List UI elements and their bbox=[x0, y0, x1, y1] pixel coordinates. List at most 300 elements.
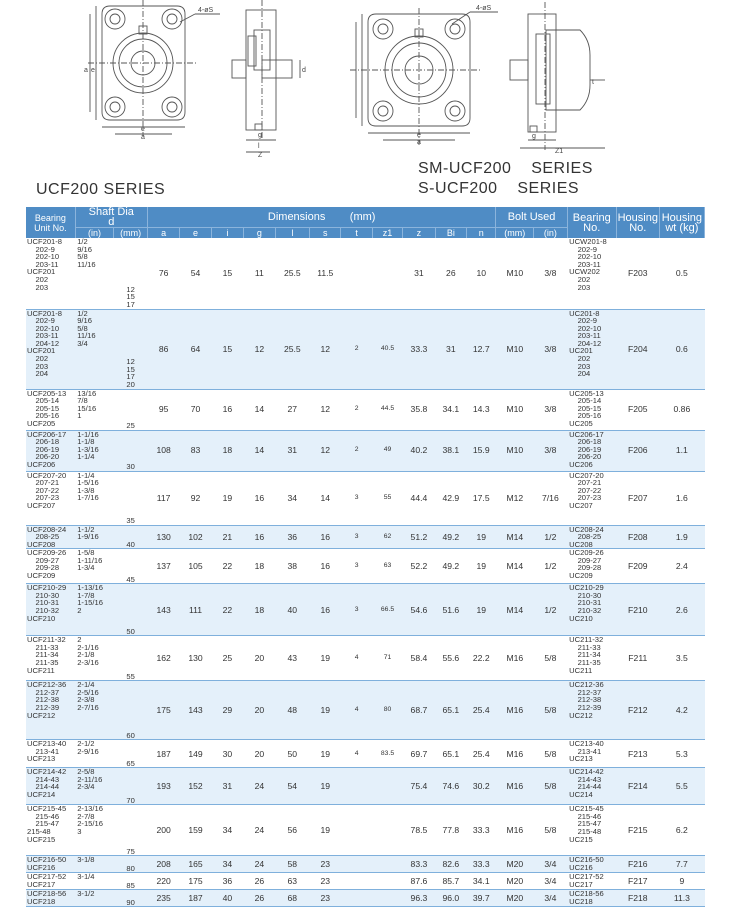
cell-shaft-mm-line: 85 bbox=[126, 880, 135, 890]
cell-a: 187 bbox=[147, 740, 179, 768]
cell-z: 54.6 bbox=[403, 584, 435, 636]
cell-shaft-in-line: 2-9/16 bbox=[77, 746, 99, 756]
table-row bbox=[26, 471, 705, 525]
cell-bearing-no bbox=[567, 856, 616, 873]
cell-unit-no-line: UCF216 bbox=[27, 862, 56, 872]
cell-unit-no-line: 214-44 bbox=[27, 782, 60, 792]
cell-unit-no-line: 213-41 bbox=[27, 746, 60, 756]
cell-z: 40.2 bbox=[403, 430, 435, 471]
cell-housing-wt: 0.6 bbox=[659, 309, 704, 389]
cell-housing-no: F203 bbox=[616, 238, 659, 309]
cell-a: 235 bbox=[147, 890, 179, 907]
cell-e: 159 bbox=[180, 805, 211, 856]
cell-shaft-in-line: 2-7/8 bbox=[77, 811, 95, 821]
cell-housing-wt: 3.5 bbox=[659, 636, 704, 681]
th-bolt-in: (in) bbox=[534, 228, 568, 239]
cell-bolt-mm: M16 bbox=[496, 740, 534, 768]
table-row bbox=[26, 873, 705, 890]
cell-unit-no-line: 207-22 bbox=[27, 485, 60, 495]
cell-shaft-mm bbox=[114, 238, 147, 309]
cell-housing-no: F209 bbox=[616, 549, 659, 584]
cell-shaft-mm bbox=[114, 873, 147, 890]
cell-unit-no bbox=[26, 471, 75, 525]
cell-l: 58 bbox=[275, 856, 310, 873]
label-bolt-holes-right: 4-øS bbox=[476, 5, 492, 12]
cell-shaft-in bbox=[75, 238, 114, 309]
cell-n: 19 bbox=[467, 584, 496, 636]
cell-bolt-mm: M16 bbox=[496, 805, 534, 856]
cell-bearing-no-line: UC206-17 bbox=[569, 429, 604, 439]
cell-shaft-in-line: 3/4 bbox=[77, 338, 88, 348]
cell-s: 14 bbox=[310, 471, 341, 525]
cell-s: 23 bbox=[310, 890, 341, 907]
cell-bearing-no-line: 212-37 bbox=[569, 687, 602, 697]
cell-a: 117 bbox=[147, 471, 179, 525]
cell-shaft-in bbox=[75, 890, 114, 907]
cell-n: 17.5 bbox=[467, 471, 496, 525]
cell-housing-wt: 0.86 bbox=[659, 389, 704, 430]
cell-e: 83 bbox=[180, 430, 211, 471]
cell-unit-no-line: UCF212 bbox=[27, 710, 56, 720]
cell-shaft-in-line: 1-1/16 bbox=[77, 429, 99, 439]
label-d-left: d bbox=[302, 67, 306, 74]
cell-housing-no: F211 bbox=[616, 636, 659, 681]
cell-z: 75.4 bbox=[403, 768, 435, 805]
label-l-left: l bbox=[258, 143, 260, 150]
cell-bearing-no-line: 211-34 bbox=[569, 650, 601, 660]
cell-e: 70 bbox=[180, 389, 211, 430]
cell-n: 30.2 bbox=[467, 768, 496, 805]
cell-bolt-in: 3/8 bbox=[534, 238, 568, 309]
cell-z1 bbox=[372, 873, 402, 890]
cell-unit-no-line: UCF207-20 bbox=[27, 470, 67, 480]
cell-bi: 51.6 bbox=[435, 584, 466, 636]
cell-bearing-no-line: UC218 bbox=[569, 896, 593, 906]
cell-unit-no-line: UCF206-17 bbox=[27, 429, 67, 439]
cell-bearing-no bbox=[567, 309, 616, 389]
cell-e: 165 bbox=[180, 856, 211, 873]
cell-shaft-in-line: 1-3/4 bbox=[77, 563, 95, 573]
cell-bolt-mm: M10 bbox=[496, 238, 534, 309]
cell-t: 3 bbox=[341, 584, 372, 636]
cell-shaft-in-line: 7/8 bbox=[77, 396, 88, 406]
cell-t: 4 bbox=[341, 681, 372, 740]
cell-bearing-no-line: 213-41 bbox=[569, 746, 602, 756]
cell-bearing-no-line: UC206 bbox=[569, 459, 593, 469]
cell-shaft-in bbox=[75, 856, 114, 873]
cell-shaft-in bbox=[75, 768, 114, 805]
cell-unit-no-line: UCF218 bbox=[27, 896, 56, 906]
cell-g: 20 bbox=[244, 740, 275, 768]
cell-bearing-no-line: UC210-29 bbox=[569, 583, 604, 593]
cell-z: 78.5 bbox=[403, 805, 435, 856]
th-dim-t: t bbox=[341, 228, 372, 239]
cell-n: 22.2 bbox=[467, 636, 496, 681]
cell-g: 16 bbox=[244, 471, 275, 525]
th-shaft-dia-label: Shaft Dia bbox=[88, 206, 134, 218]
cell-housing-no: F218 bbox=[616, 890, 659, 907]
cell-t: 4 bbox=[341, 740, 372, 768]
cell-bearing-no-line: 212-39 bbox=[569, 703, 602, 713]
cell-unit-no-line: 209-27 bbox=[27, 555, 60, 565]
cell-bolt-in: 5/8 bbox=[534, 636, 568, 681]
cell-z1: 66.5 bbox=[372, 584, 402, 636]
cell-e: 92 bbox=[180, 471, 211, 525]
cell-shaft-in-line: 11/16 bbox=[77, 331, 96, 341]
cell-bolt-in: 1/2 bbox=[534, 525, 568, 549]
cell-a: 200 bbox=[147, 805, 179, 856]
cell-bearing-no-line: UC213 bbox=[569, 754, 593, 764]
cell-shaft-mm-line: 80 bbox=[126, 863, 135, 873]
cell-t bbox=[341, 805, 372, 856]
cell-housing-no: F210 bbox=[616, 584, 659, 636]
cell-bearing-no-line: 209-28 bbox=[569, 563, 602, 573]
cell-shaft-in-line: 2-1/8 bbox=[77, 650, 95, 660]
cell-bearing-no-line: 215-47 bbox=[569, 819, 602, 829]
cell-housing-no: F206 bbox=[616, 430, 659, 471]
cell-housing-wt: 2.6 bbox=[659, 584, 704, 636]
cell-bolt-mm: M10 bbox=[496, 430, 534, 471]
th-in: (in) bbox=[75, 228, 114, 239]
cell-bearing-no bbox=[567, 389, 616, 430]
cell-unit-no-line: UCF211 bbox=[27, 665, 55, 675]
cell-bearing-no-line: UC217 bbox=[569, 879, 593, 889]
cell-unit-no-line: 211-34 bbox=[27, 650, 59, 660]
cell-shaft-mm-line: 55 bbox=[126, 671, 135, 681]
th-housing-wt: Housing wt (kg) bbox=[659, 207, 704, 238]
cell-shaft-in-line: 2-13/16 bbox=[77, 804, 103, 814]
cell-unit-no-line: UCF201 bbox=[27, 346, 56, 356]
table-row bbox=[26, 584, 705, 636]
cell-unit-no-line: 212-39 bbox=[27, 703, 60, 713]
cell-housing-wt: 6.2 bbox=[659, 805, 704, 856]
cell-shaft-in-line: 3-1/4 bbox=[77, 872, 95, 882]
cell-a: 76 bbox=[147, 238, 179, 309]
technical-drawings bbox=[0, 0, 737, 200]
cell-unit-no-line: 202-10 bbox=[27, 323, 60, 333]
cell-shaft-in bbox=[75, 584, 114, 636]
cell-shaft-mm-line: 60 bbox=[126, 730, 135, 740]
cell-n: 10 bbox=[467, 238, 496, 309]
cell-housing-wt: 5.5 bbox=[659, 768, 704, 805]
cell-z: 68.7 bbox=[403, 681, 435, 740]
cell-g: 14 bbox=[244, 389, 275, 430]
table-row bbox=[26, 389, 705, 430]
cell-shaft-in-line: 1/2 bbox=[77, 308, 88, 318]
cell-t bbox=[341, 768, 372, 805]
cell-bearing-no-line: 211-33 bbox=[569, 642, 601, 652]
th-dim-g: g bbox=[244, 228, 275, 239]
cell-unit-no bbox=[26, 238, 75, 309]
cell-a: 220 bbox=[147, 873, 179, 890]
cell-bearing-no-line: 203-11 bbox=[569, 331, 601, 341]
cell-l: 56 bbox=[275, 805, 310, 856]
cell-g: 20 bbox=[244, 636, 275, 681]
cell-shaft-mm-line: 65 bbox=[126, 758, 135, 768]
table-row bbox=[26, 856, 705, 873]
table-row bbox=[26, 681, 705, 740]
cell-bearing-no-line: 203-11 bbox=[569, 259, 601, 269]
cell-bearing-no-line: UC209-26 bbox=[569, 548, 604, 558]
table-row bbox=[26, 890, 705, 907]
cell-z1: 44.5 bbox=[372, 389, 402, 430]
cell-t: 2 bbox=[341, 309, 372, 389]
cell-e: 64 bbox=[180, 309, 211, 389]
cell-l: 63 bbox=[275, 873, 310, 890]
cell-bolt-in: 7/16 bbox=[534, 471, 568, 525]
cell-i: 15 bbox=[211, 309, 243, 389]
cell-shaft-in-line: 5/8 bbox=[77, 252, 88, 262]
cell-l: 36 bbox=[275, 525, 310, 549]
cell-unit-no-line: UCF205 bbox=[27, 418, 56, 428]
cell-unit-no-line: 202 bbox=[27, 274, 49, 284]
cell-unit-no bbox=[26, 890, 75, 907]
cell-z1 bbox=[372, 805, 402, 856]
th-dim-n: n bbox=[467, 228, 496, 239]
cell-bi: 77.8 bbox=[435, 805, 466, 856]
cell-shaft-mm-line: 30 bbox=[126, 461, 135, 471]
cell-bolt-mm: M14 bbox=[496, 584, 534, 636]
cell-bi: 82.6 bbox=[435, 856, 466, 873]
cell-shaft-mm bbox=[114, 768, 147, 805]
cell-z1: 83.5 bbox=[372, 740, 402, 768]
cell-l: 68 bbox=[275, 890, 310, 907]
cell-unit-no-line: UCF201 bbox=[27, 267, 56, 277]
cell-g: 26 bbox=[244, 890, 275, 907]
cell-a: 162 bbox=[147, 636, 179, 681]
cell-bearing-no bbox=[567, 636, 616, 681]
cell-l: 27 bbox=[275, 389, 310, 430]
cell-g: 18 bbox=[244, 584, 275, 636]
cell-shaft-in bbox=[75, 805, 114, 856]
cell-i: 15 bbox=[211, 238, 243, 309]
cell-bearing-no-line: 214-44 bbox=[569, 782, 602, 792]
cell-shaft-in-line: 1-7/8 bbox=[77, 590, 95, 600]
cell-n: 34.1 bbox=[467, 873, 496, 890]
cell-bearing-no bbox=[567, 740, 616, 768]
cell-z1 bbox=[372, 238, 402, 309]
cell-bearing-no-line: 206-18 bbox=[569, 437, 602, 447]
cell-bolt-in: 3/4 bbox=[534, 873, 568, 890]
cell-bearing-no-line: UC207 bbox=[569, 500, 593, 510]
cell-g: 26 bbox=[244, 873, 275, 890]
cell-z: 69.7 bbox=[403, 740, 435, 768]
cell-housing-no: F214 bbox=[616, 768, 659, 805]
label-a-left-v: a bbox=[84, 67, 88, 74]
table-row bbox=[26, 636, 705, 681]
cell-z: 44.4 bbox=[403, 471, 435, 525]
cell-n: 12.7 bbox=[467, 309, 496, 389]
cell-unit-no bbox=[26, 681, 75, 740]
cell-bearing-no bbox=[567, 890, 616, 907]
cell-unit-no-line: 214-43 bbox=[27, 774, 60, 784]
cell-bearing-no bbox=[567, 549, 616, 584]
th-dim-bi: Bi bbox=[435, 228, 466, 239]
cell-shaft-in-line: 1-9/16 bbox=[77, 532, 99, 542]
cell-bearing-no-line: UC213-40 bbox=[569, 739, 604, 749]
cell-bolt-in: 5/8 bbox=[534, 740, 568, 768]
cell-shaft-mm-line: 12 bbox=[126, 357, 135, 367]
cell-a: 175 bbox=[147, 681, 179, 740]
cell-unit-no-line: UCF216-50 bbox=[27, 855, 67, 865]
cell-shaft-mm bbox=[114, 584, 147, 636]
cell-i: 18 bbox=[211, 430, 243, 471]
cell-n: 14.3 bbox=[467, 389, 496, 430]
cell-g: 14 bbox=[244, 430, 275, 471]
cell-shaft-mm-line: 17 bbox=[126, 299, 135, 309]
cell-bearing-no-line: 203 bbox=[569, 361, 591, 371]
cell-unit-no-line: UCF217-52 bbox=[27, 872, 67, 882]
cell-z: 58.4 bbox=[403, 636, 435, 681]
cell-unit-no-line: UCF213 bbox=[27, 754, 56, 764]
th-housing-no: Housing No. bbox=[616, 207, 659, 238]
cell-s: 16 bbox=[310, 584, 341, 636]
cell-unit-no-line: 202-9 bbox=[27, 316, 55, 326]
cell-bearing-no-line: 209-27 bbox=[569, 555, 602, 565]
cell-z1: 63 bbox=[372, 549, 402, 584]
cell-unit-no-line: UCF210-29 bbox=[27, 583, 67, 593]
cell-z: 35.8 bbox=[403, 389, 435, 430]
table-row bbox=[26, 309, 705, 389]
cell-bearing-no-line: 207-23 bbox=[569, 493, 602, 503]
cell-a: 95 bbox=[147, 389, 179, 430]
cell-s: 19 bbox=[310, 805, 341, 856]
cell-shaft-in-line: 1-7/16 bbox=[77, 493, 99, 503]
cell-e: 143 bbox=[180, 681, 211, 740]
cell-s: 11.5 bbox=[310, 238, 341, 309]
cell-shaft-in-line: 2-3/16 bbox=[77, 658, 99, 668]
label-z1-right: Z1 bbox=[555, 148, 564, 155]
cell-bearing-no-line: UC212 bbox=[569, 710, 593, 720]
cell-unit-no bbox=[26, 389, 75, 430]
label-t-right: t bbox=[592, 79, 594, 86]
cell-bearing-no-line: UC210 bbox=[569, 613, 593, 623]
cell-unit-no-line: 212-37 bbox=[27, 687, 60, 697]
cell-unit-no-line: 206-19 bbox=[27, 444, 60, 454]
cell-housing-wt: 11.3 bbox=[659, 890, 704, 907]
cell-housing-no: F207 bbox=[616, 471, 659, 525]
cell-shaft-mm-line: 17 bbox=[126, 372, 135, 382]
cell-shaft-in-line: 2 bbox=[77, 635, 82, 645]
cell-i: 21 bbox=[211, 525, 243, 549]
cell-s: 16 bbox=[310, 525, 341, 549]
label-e-right: e bbox=[417, 132, 421, 139]
cell-shaft-in-line: 1-13/16 bbox=[77, 583, 103, 593]
cell-s: 12 bbox=[310, 309, 341, 389]
cell-bearing-no-line: 215-46 bbox=[569, 811, 602, 821]
th-dim-l: l bbox=[275, 228, 310, 239]
label-e-left: e bbox=[141, 126, 145, 133]
cell-unit-no-line: UCF209 bbox=[27, 571, 56, 581]
cell-shaft-in bbox=[75, 636, 114, 681]
cell-bi: 26 bbox=[435, 238, 466, 309]
cell-unit-no-line: UCF209-26 bbox=[27, 548, 67, 558]
cell-unit-no-line: UCF207 bbox=[27, 500, 56, 510]
cell-bearing-no-line: 215-48 bbox=[569, 827, 602, 837]
cell-unit-no bbox=[26, 636, 75, 681]
cell-housing-wt: 2.4 bbox=[659, 549, 704, 584]
cell-shaft-in-line: 2 bbox=[77, 606, 82, 616]
th-bolt-used: Bolt Used bbox=[496, 207, 567, 228]
cell-housing-no: F215 bbox=[616, 805, 659, 856]
cell-shaft-mm bbox=[114, 636, 147, 681]
cell-housing-wt: 4.2 bbox=[659, 681, 704, 740]
cell-unit-no-line: UCF211-32 bbox=[27, 635, 66, 645]
cell-shaft-in-line: 2-3/4 bbox=[77, 782, 95, 792]
cell-i: 22 bbox=[211, 549, 243, 584]
cell-e: 149 bbox=[180, 740, 211, 768]
label-a-left: a bbox=[141, 134, 145, 141]
cell-bi: 85.7 bbox=[435, 873, 466, 890]
cell-bearing-no-line: 210-32 bbox=[569, 606, 602, 616]
front-view-sm-ucf200 bbox=[350, 8, 498, 145]
cell-bi: 38.1 bbox=[435, 430, 466, 471]
th-dim-z1: z1 bbox=[372, 228, 402, 239]
cell-bolt-in: 5/8 bbox=[534, 681, 568, 740]
label-z-left: Z bbox=[258, 152, 263, 159]
cell-unit-no-line: 203-11 bbox=[27, 331, 59, 341]
cell-s: 12 bbox=[310, 430, 341, 471]
cell-unit-no-line: 211-33 bbox=[27, 642, 59, 652]
cell-shaft-in-line: 3 bbox=[77, 827, 82, 837]
cell-unit-no-line: 207-23 bbox=[27, 493, 60, 503]
cell-i: 34 bbox=[211, 856, 243, 873]
cell-shaft-mm bbox=[114, 525, 147, 549]
cell-bolt-in: 5/8 bbox=[534, 805, 568, 856]
dimensions-table bbox=[26, 207, 705, 907]
cell-n: 19 bbox=[467, 525, 496, 549]
cell-t: 2 bbox=[341, 430, 372, 471]
cell-bearing-no-line: 202-10 bbox=[569, 252, 602, 262]
cell-unit-no-line: 210-30 bbox=[27, 590, 60, 600]
cell-unit-no-line: UCF214 bbox=[27, 790, 56, 800]
cell-shaft-mm-line: 45 bbox=[126, 574, 135, 584]
cell-bearing-no-line: UC201-8 bbox=[569, 308, 600, 318]
cell-shaft-in-line: 9/16 bbox=[77, 244, 92, 254]
cell-t: 3 bbox=[341, 471, 372, 525]
cell-bearing-no-line: UC217-52 bbox=[569, 872, 604, 882]
label-a-right: a bbox=[417, 139, 421, 146]
cell-shaft-mm-line: 25 bbox=[126, 420, 135, 430]
cell-bearing-no-line: 202-9 bbox=[569, 316, 598, 326]
cell-shaft-in-line: 1-1/4 bbox=[77, 452, 95, 462]
cell-shaft-in-line: 2-3/8 bbox=[77, 695, 95, 705]
cell-bolt-mm: M20 bbox=[496, 856, 534, 873]
cell-bearing-no bbox=[567, 471, 616, 525]
cell-bearing-no-line: UC215 bbox=[569, 834, 593, 844]
cell-shaft-mm-line: 90 bbox=[126, 897, 135, 907]
cell-unit-no-line: UCF215 bbox=[27, 834, 56, 844]
cell-bearing-no-line: 204-12 bbox=[569, 338, 602, 348]
cell-unit-no-line: UCF208-24 bbox=[27, 524, 67, 534]
cell-shaft-mm bbox=[114, 549, 147, 584]
cell-bearing-no-line: UC205 bbox=[569, 418, 593, 428]
cell-bearing-no-line: 207-22 bbox=[569, 485, 602, 495]
cell-unit-no-line: 210-32 bbox=[27, 606, 60, 616]
cell-bearing-no-line: 206-20 bbox=[569, 452, 602, 462]
cell-unit-no bbox=[26, 525, 75, 549]
table-row bbox=[26, 805, 705, 856]
cell-z: 83.3 bbox=[403, 856, 435, 873]
cell-bi: 42.9 bbox=[435, 471, 466, 525]
label-e-left-v: e bbox=[91, 67, 95, 74]
cell-shaft-in-line: 9/16 bbox=[77, 316, 92, 326]
cell-shaft-in-line: 3-1/2 bbox=[77, 889, 95, 899]
cell-housing-wt: 1.9 bbox=[659, 525, 704, 549]
cell-l: 34 bbox=[275, 471, 310, 525]
cell-unit-no-line: 202-10 bbox=[27, 252, 60, 262]
cell-bearing-no bbox=[567, 768, 616, 805]
